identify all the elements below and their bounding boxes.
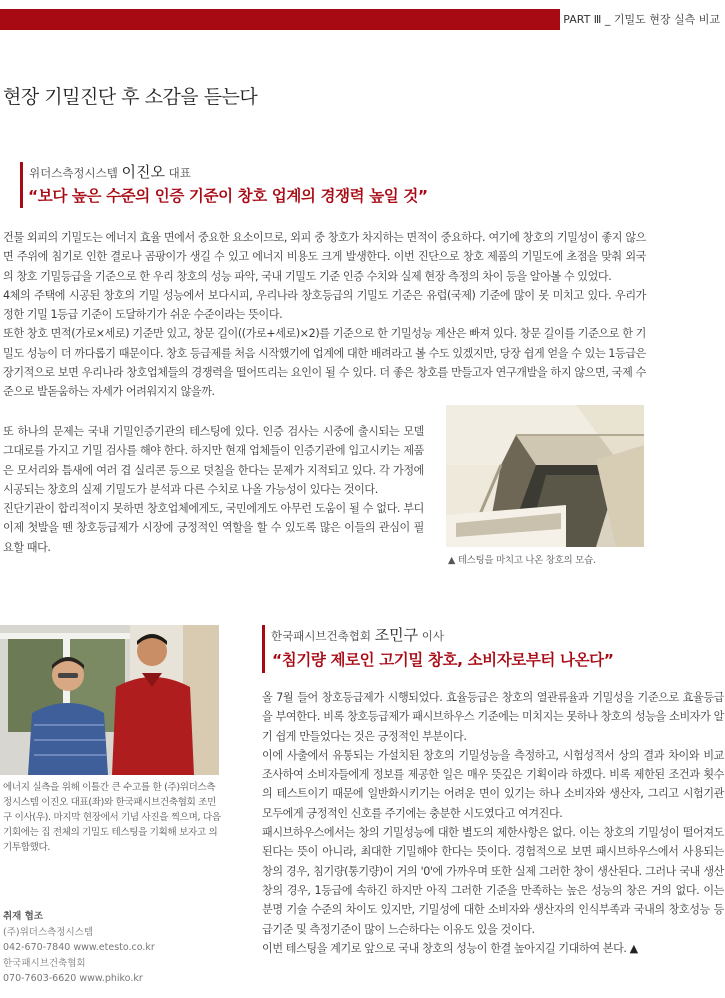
- contact-line: 070-7603-6620 www.phiko.kr: [3, 973, 143, 984]
- interviewees-photo: [0, 625, 219, 775]
- paragraph: 올 7월 들어 창호등급제가 시행되었다. 효율등급은 창호의 열관류율과 기밀성을 기준으로 효율등급을 부여한다. 비록 창호등급제가 패시브하우스 기준에는 미치지는 못하나 창호의 성능을 소비자가 알기 쉽게 만들었다는 것은 긍정적인 부분이다.: [262, 691, 724, 743]
- article-2-body: [262, 688, 724, 958]
- contact-heading: 취재 협조: [3, 911, 44, 922]
- photo-caption-1: ▲ 테스팅을 마치고 나온 창호의 모습.: [448, 555, 596, 566]
- paragraph: 이에 사출에서 유통되는 가설치된 창호의 기밀성능을 측정하고, 시험성적서 상의 결과 차이와 비교 조사하여 소비자들에게 정보를 제공한 일은 매우 뜻깊은 기획이라 하겠다. 비록 제한된 조건과 횟수의 테스트이기 때문에 일반화시키기는 어려운 면이 있기는 하나 소비자와 생산자, 그리고 시험기관 모두에게 긍정적인 신호를 주기에는 충분한 시도였다고 여겨진다.: [262, 748, 724, 820]
- org-name: 한국패시브건축협회: [271, 629, 371, 643]
- paragraph: 4체의 주택에 시공된 창호의 기밀 성능에서 보다시피, 우리나라 창호등급의 기밀도 기준은 유럽(국제) 기준에 많이 못 미치고 있다. 우리가 정한 기밀 1등급 기준이 도달하기가 쉬운 수준이라는 뜻이다.: [3, 288, 646, 322]
- paragraph: 진단기관이 합리적이지 못하면 창호업체에게도, 국민에게도 아무런 도움이 될 수 없다. 부디 이제 첫발을 뗀 창호등급제가 시장에 긍정적인 역할을 할 수 있도록 많은 이들의 관심이 필요할 때다.: [3, 502, 424, 554]
- page-title: 현장 기밀진단 후 소감을 듣는다: [3, 86, 258, 108]
- interviewee-1: [29, 161, 191, 182]
- section-label: PART Ⅲ _ 기밀도 현장 실측 비교: [563, 13, 720, 26]
- contact-line: 한국패시브건축협회: [3, 957, 86, 969]
- closing-text: 이번 테스팅을 계기로 앞으로 국내 창호의 성능이 한결 높아지길 기대하여 본다.: [262, 941, 627, 955]
- org-name: 위더스측정시스템: [29, 166, 118, 180]
- paragraph: 또한 창호 면적(가로×세로) 기준만 있고, 창문 길이((가로+세로)×2)를 기준으로 한 기밀성능 계산은 빠져 있다. 창문 길이를 기준으로 한 기밀도 성능이 더 까다롭기 때문이다. 창호 등급제를 처음 시작했기에 업계에 대한 배려라고 볼 수도 있겠지만, 당장 쉽게 얻을 수 있는 1등급은 장기적으로 보면 우리나라 창호업체들의 경쟁력을 떨어뜨리는 요인이 될 수 있다. 더 좋은 창호를 만들고자 연구개발을 하지 않으면, 국제 수준으로 발돋움하는 자세가 어려워지지 않을까.: [3, 327, 646, 399]
- headline-2: “침기량 제로인 고기밀 창호, 소비자로부터 나온다”: [272, 651, 614, 669]
- contact-line: (주)위더스측정시스템: [3, 926, 94, 938]
- interviewee-2: [271, 624, 444, 645]
- headline-1: “보다 높은 수준의 인증 기준이 창호 업계의 경쟁력 높일 것”: [28, 187, 428, 205]
- paragraph: 또 하나의 문제는 국내 기밀인증기관의 테스팅에 있다. 인증 검사는 시중에 출시되는 모델 그대로를 가지고 기밀 검사를 해야 한다. 하지만 현재 업체들이 인증기관에 입고시키는 제품은 모서리와 틈새에 여러 겹 실리콘 등으로 덧칠을 한다는 문제가 지적되고 있다. 각 가정에 시공되는 창호의 실제 기밀도가 분석과 다른 수치로 나올 가능성이 있다는 것이다.: [3, 425, 424, 496]
- end-mark-icon: ▲: [629, 941, 638, 955]
- photo-caption-2: 에너지 실측을 위해 이틀간 큰 수고를 한 (주)위더스측정시스템 이진오 대표(좌)와 한국패시브건축협회 조민구 이사(우). 마지막 현장에서 기념 사진을 찍으며, 다음 기회에는 집 전체의 기밀도 테스팅을 기획해 보자고 의기투합했다.: [3, 782, 221, 853]
- accent-bar: [262, 625, 265, 673]
- accent-bar: [20, 162, 23, 208]
- article-1-body-wrap: [3, 422, 424, 557]
- person-name: 이진오: [121, 163, 166, 181]
- paragraph: 패시브하우스에서는 창의 기밀성능에 대한 별도의 제한사항은 없다. 이는 창호의 기밀성이 떨어져도 된다는 뜻이 아니라, 최대한 기밀해야 한다는 뜻이다. 경험적으로 보면 패시브하우스에서 사용되는 창의 경우, 침기량(통기량)이 거의 '0'에 가까우며 또한 실제 그러한 창이 생산된다. 그러나 국내 생산 창의 경우, 1등급에 속하긴 하지만 아직 그러한 기준을 만족하는 높은 성능의 창은 거의 없다. 이는 분명 기술 수준의 차이도 있지만, 기밀성에 대한 소비자와 생산자의 인식부족과 국내의 창호성능 등급기준 및 측정기준이 많이 느슨하다는 이유도 있을 것이다.: [262, 826, 724, 936]
- person-title: 대표: [168, 166, 191, 180]
- paragraph: [262, 939, 724, 958]
- paragraph: 건물 외피의 기밀도는 에너지 효율 면에서 중요한 요소이므로, 외피 중 창호가 차지하는 면적이 중요하다. 여기에 창호의 기밀성이 좋지 않으면 주위에 침기로 인한 결로나 곰팡이가 생길 수 있고 에너지 비용도 크게 발생한다. 이번 진단으로 창호 제품의 기밀도에 초점을 맞춰 외국의 창호 기밀등급을 기준으로 한 우리 창호의 성능 파악, 국내 기밀도 기준 인증 수치와 실제 현장 측정의 차이 등을 알아볼 수 있었다.: [3, 231, 646, 283]
- person-name: 조민구: [374, 626, 419, 644]
- window-frame-photo: [446, 405, 644, 547]
- article-1-body-top: [3, 228, 646, 402]
- contact-line: 042-670-7840 www.etesto.co.kr: [3, 942, 155, 953]
- person-title: 이사: [421, 629, 444, 643]
- contact-info: [3, 909, 155, 987]
